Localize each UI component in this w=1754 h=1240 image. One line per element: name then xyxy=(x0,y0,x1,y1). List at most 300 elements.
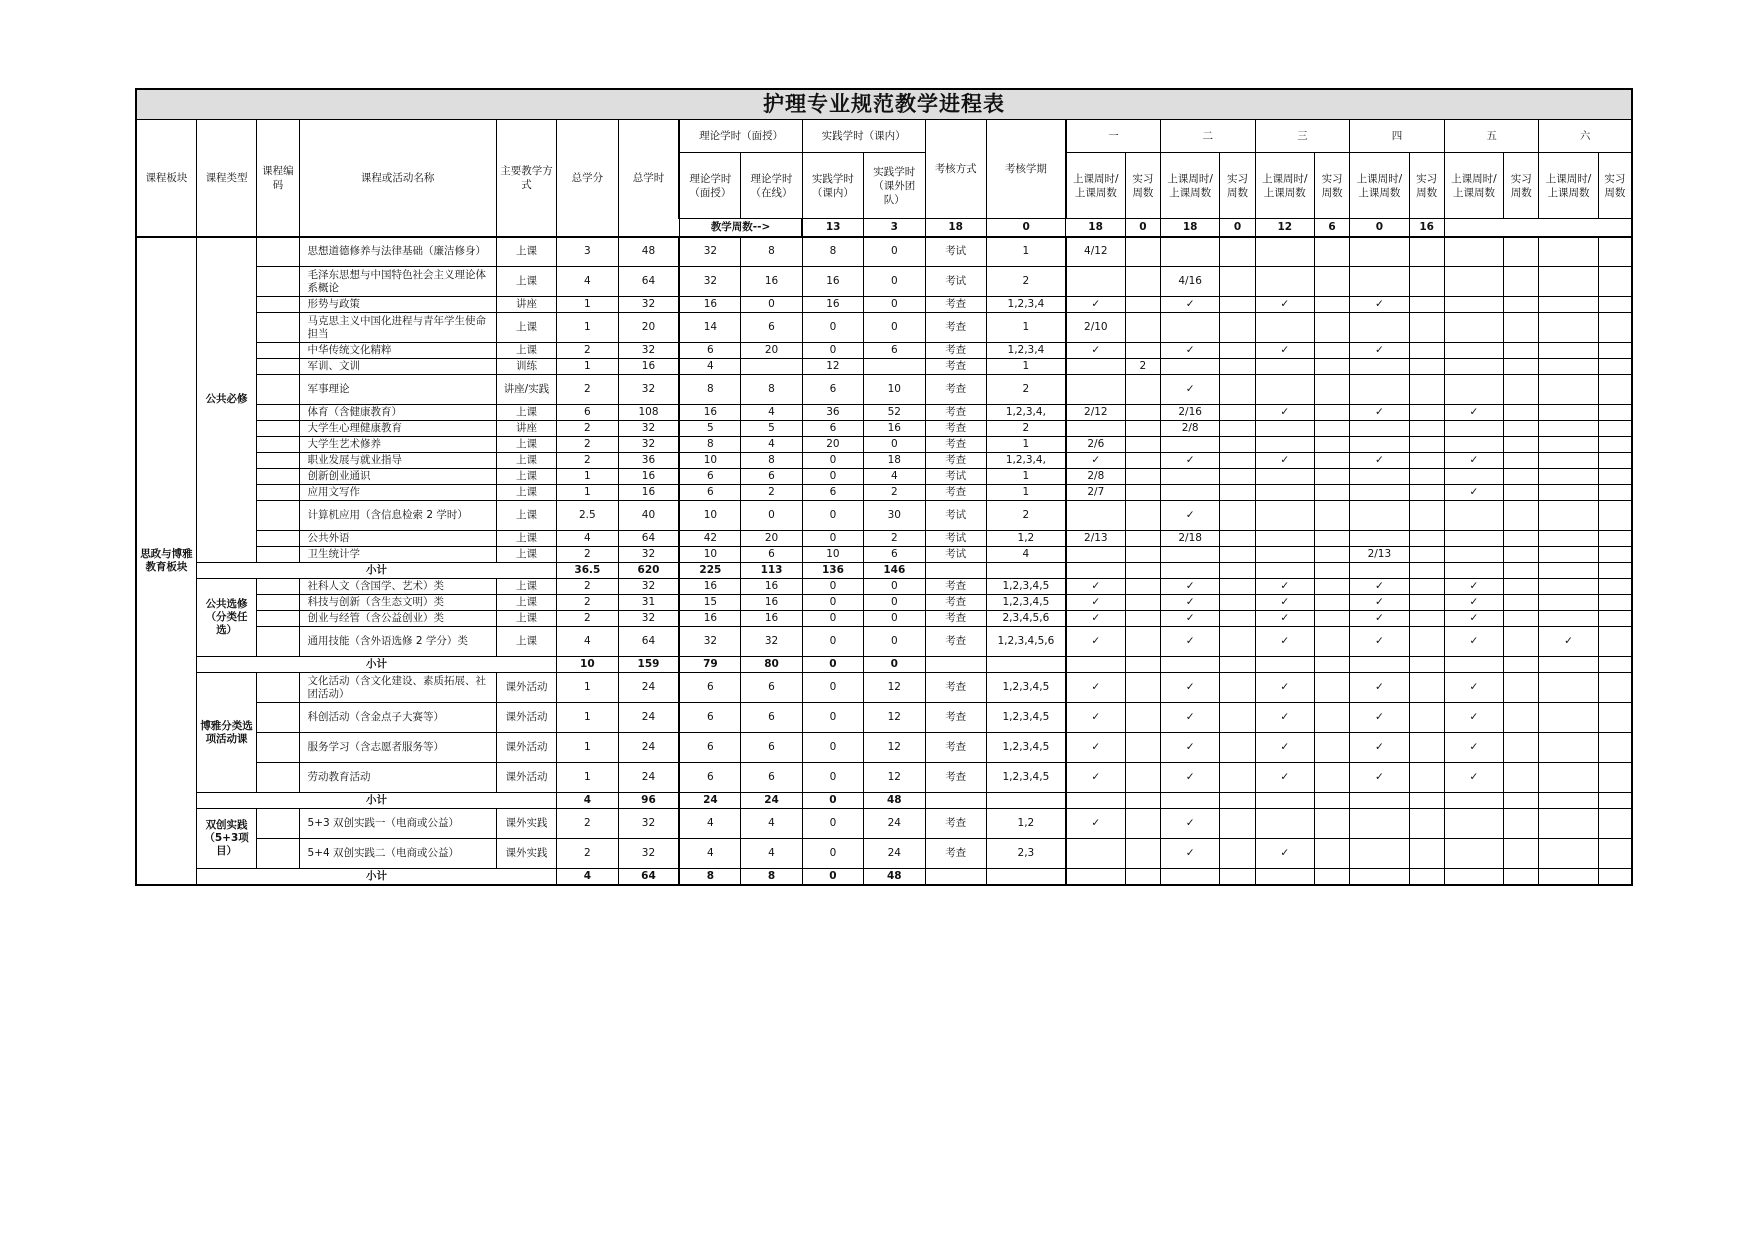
course-name: 服务学习（含志愿者服务等） xyxy=(299,733,496,763)
semester-cell xyxy=(1444,869,1503,885)
practice-in-hours: 8 xyxy=(802,237,863,267)
course-name: 通用技能（含外语选修 2 学分）类 xyxy=(299,627,496,657)
table-row xyxy=(136,343,1632,359)
header-class-weeks: 上课周时/上课周数 xyxy=(1350,153,1409,219)
table-row xyxy=(136,763,1632,793)
course-type-cell: 公共选修（分类任选） xyxy=(196,579,256,657)
teaching-method: 上课 xyxy=(496,547,556,563)
teaching-method: 上课 xyxy=(496,579,556,595)
theory-face-hours: 10 xyxy=(679,501,740,531)
subtotal-theory-online: 24 xyxy=(741,793,802,809)
semester-cell: ✓ xyxy=(1066,733,1125,763)
exam-term: 1,2,3,4,5 xyxy=(986,595,1066,611)
semester-cell xyxy=(1160,313,1219,343)
semester-cell xyxy=(1539,437,1598,453)
course-code xyxy=(257,839,299,869)
week-count: 18 xyxy=(1160,219,1219,237)
semester-cell: ✓ xyxy=(1350,343,1409,359)
course-name: 文化活动（含文化建设、素质拓展、社团活动） xyxy=(299,673,496,703)
subtotal-row xyxy=(136,793,1632,809)
semester-cell xyxy=(1350,793,1409,809)
semester-cell: ✓ xyxy=(1160,343,1219,359)
subtotal-hours: 64 xyxy=(618,869,679,885)
theory-online-hours: 4 xyxy=(741,809,802,839)
semester-cell xyxy=(1220,809,1255,839)
exam-method: 考查 xyxy=(925,703,986,733)
semester-cell xyxy=(1598,267,1632,297)
practice-in-hours: 0 xyxy=(802,673,863,703)
semester-cell xyxy=(1444,501,1503,531)
semester-cell xyxy=(1539,469,1598,485)
table-row xyxy=(136,297,1632,313)
semester-cell xyxy=(1125,763,1160,793)
table-row xyxy=(136,453,1632,469)
course-type-cell: 公共必修 xyxy=(196,237,256,563)
semester-cell xyxy=(1220,531,1255,547)
course-name: 军训、文训 xyxy=(299,359,496,375)
semester-cell xyxy=(1255,267,1314,297)
exam-method: 考试 xyxy=(925,469,986,485)
subtotal-exam-term xyxy=(986,793,1066,809)
semester-cell xyxy=(1409,485,1444,501)
semester-cell xyxy=(1598,809,1632,839)
practice-out-hours: 0 xyxy=(864,579,925,595)
credits: 1 xyxy=(557,485,618,501)
theory-face-hours: 16 xyxy=(679,297,740,313)
semester-cell xyxy=(1409,531,1444,547)
table-row xyxy=(136,579,1632,595)
theory-face-hours: 6 xyxy=(679,733,740,763)
theory-face-hours: 16 xyxy=(679,405,740,421)
theory-online-hours: 16 xyxy=(741,595,802,611)
table-row xyxy=(136,611,1632,627)
total-hours: 48 xyxy=(618,237,679,267)
exam-method: 考查 xyxy=(925,421,986,437)
exam-term: 1,2,3,4,5 xyxy=(986,703,1066,733)
semester-cell xyxy=(1066,793,1125,809)
semester-cell xyxy=(1598,453,1632,469)
semester-cell xyxy=(1539,703,1598,733)
subtotal-theory-online: 8 xyxy=(741,869,802,885)
semester-cell: ✓ xyxy=(1160,453,1219,469)
semester-cell xyxy=(1350,359,1409,375)
credits: 2 xyxy=(557,375,618,405)
practice-out-hours: 0 xyxy=(864,313,925,343)
semester-cell xyxy=(1444,267,1503,297)
total-hours: 36 xyxy=(618,453,679,469)
semester-cell xyxy=(1220,237,1255,267)
semester-cell xyxy=(1504,313,1539,343)
semester-cell: ✓ xyxy=(1255,343,1314,359)
course-name: 公共外语 xyxy=(299,531,496,547)
semester-cell xyxy=(1350,657,1409,673)
semester-cell xyxy=(1125,793,1160,809)
semester-cell xyxy=(1314,763,1349,793)
semester-cell xyxy=(1220,627,1255,657)
semester-cell xyxy=(1066,375,1125,405)
exam-term: 1,2 xyxy=(986,809,1066,839)
course-name: 科创活动（含金点子大赛等） xyxy=(299,703,496,733)
exam-method: 考查 xyxy=(925,485,986,501)
header-intern-weeks: 实习周数 xyxy=(1125,153,1160,219)
semester-cell xyxy=(1598,839,1632,869)
semester-cell xyxy=(1598,563,1632,579)
practice-out-hours: 10 xyxy=(864,375,925,405)
course-name: 体育（含健康教育） xyxy=(299,405,496,421)
semester-cell xyxy=(1409,657,1444,673)
semester-cell xyxy=(1598,359,1632,375)
semester-cell xyxy=(1598,763,1632,793)
semester-cell xyxy=(1539,359,1598,375)
semester-cell xyxy=(1125,869,1160,885)
teaching-method: 上课 xyxy=(496,531,556,547)
semester-cell: ✓ xyxy=(1066,343,1125,359)
semester-cell: ✓ xyxy=(1255,595,1314,611)
subtotal-exam-term xyxy=(986,657,1066,673)
table-row xyxy=(136,437,1632,453)
exam-method: 考查 xyxy=(925,763,986,793)
week-count: 3 xyxy=(864,219,925,237)
subtotal-theory-online: 80 xyxy=(741,657,802,673)
practice-in-hours: 16 xyxy=(802,297,863,313)
course-code xyxy=(257,359,299,375)
teaching-method: 课外活动 xyxy=(496,703,556,733)
semester-cell xyxy=(1220,453,1255,469)
semester-cell xyxy=(1504,343,1539,359)
theory-online-hours: 8 xyxy=(741,237,802,267)
semester-cell: ✓ xyxy=(1066,611,1125,627)
semester-cell xyxy=(1125,421,1160,437)
semester-cell xyxy=(1409,869,1444,885)
course-code xyxy=(257,501,299,531)
semester-cell: ✓ xyxy=(1350,611,1409,627)
semester-cell: ✓ xyxy=(1539,627,1598,657)
course-name: 卫生统计学 xyxy=(299,547,496,563)
semester-cell xyxy=(1350,809,1409,839)
subtotal-hours: 620 xyxy=(618,563,679,579)
week-count: 18 xyxy=(1066,219,1125,237)
semester-cell xyxy=(1125,627,1160,657)
week-count: 6 xyxy=(1314,219,1349,237)
exam-method: 考查 xyxy=(925,453,986,469)
semester-cell: ✓ xyxy=(1350,733,1409,763)
subtotal-exam-term xyxy=(986,563,1066,579)
subtotal-practice-out: 0 xyxy=(864,657,925,673)
semester-cell xyxy=(1504,809,1539,839)
semester-cell xyxy=(1255,359,1314,375)
semester-cell xyxy=(1125,703,1160,733)
exam-method: 考试 xyxy=(925,501,986,531)
credits: 1 xyxy=(557,703,618,733)
semester-cell xyxy=(1160,657,1219,673)
semester-cell xyxy=(1125,485,1160,501)
semester-cell: 4/16 xyxy=(1160,267,1219,297)
theory-face-hours: 6 xyxy=(679,343,740,359)
course-code xyxy=(257,547,299,563)
practice-in-hours: 20 xyxy=(802,437,863,453)
course-code xyxy=(257,703,299,733)
subtotal-credits: 4 xyxy=(557,793,618,809)
semester-cell: ✓ xyxy=(1255,673,1314,703)
teaching-method: 课外实践 xyxy=(496,839,556,869)
teaching-method: 讲座 xyxy=(496,297,556,313)
practice-in-hours: 12 xyxy=(802,359,863,375)
semester-cell xyxy=(1598,733,1632,763)
semester-cell: 2/6 xyxy=(1066,437,1125,453)
semester-cell xyxy=(1539,839,1598,869)
semester-cell: ✓ xyxy=(1066,453,1125,469)
subtotal-hours: 159 xyxy=(618,657,679,673)
semester-cell xyxy=(1409,375,1444,405)
semester-cell: ✓ xyxy=(1255,763,1314,793)
practice-out-hours: 12 xyxy=(864,703,925,733)
practice-in-hours: 36 xyxy=(802,405,863,421)
semester-cell xyxy=(1598,579,1632,595)
semester-cell xyxy=(1220,375,1255,405)
teaching-method: 训练 xyxy=(496,359,556,375)
theory-face-hours: 4 xyxy=(679,359,740,375)
subtotal-row xyxy=(136,657,1632,673)
exam-method: 考查 xyxy=(925,627,986,657)
exam-term: 1,2 xyxy=(986,531,1066,547)
semester-cell: 2/12 xyxy=(1066,405,1125,421)
semester-cell xyxy=(1504,405,1539,421)
total-hours: 20 xyxy=(618,313,679,343)
course-code xyxy=(257,469,299,485)
semester-cell xyxy=(1409,839,1444,869)
semester-cell xyxy=(1220,485,1255,501)
semester-cell xyxy=(1350,237,1409,267)
semester-cell xyxy=(1220,469,1255,485)
header-intern-weeks: 实习周数 xyxy=(1504,153,1539,219)
semester-cell xyxy=(1314,839,1349,869)
semester-cell xyxy=(1539,809,1598,839)
teaching-method: 课外活动 xyxy=(496,763,556,793)
semester-cell xyxy=(1409,627,1444,657)
theory-face-hours: 6 xyxy=(679,485,740,501)
semester-cell: ✓ xyxy=(1255,453,1314,469)
teaching-method: 上课 xyxy=(496,453,556,469)
credits: 2 xyxy=(557,547,618,563)
semester-cell xyxy=(1539,547,1598,563)
subtotal-exam-method xyxy=(925,563,986,579)
semester-cell xyxy=(1539,563,1598,579)
header-semester-3: 三 xyxy=(1255,120,1350,153)
semester-cell xyxy=(1350,839,1409,869)
semester-cell xyxy=(1066,421,1125,437)
semester-cell xyxy=(1539,501,1598,531)
theory-online-hours: 4 xyxy=(741,405,802,421)
practice-out-hours: 24 xyxy=(864,809,925,839)
theory-face-hours: 8 xyxy=(679,437,740,453)
semester-cell xyxy=(1220,547,1255,563)
semester-cell xyxy=(1314,595,1349,611)
course-code xyxy=(257,453,299,469)
practice-in-hours: 6 xyxy=(802,485,863,501)
semester-cell xyxy=(1504,469,1539,485)
exam-term: 1 xyxy=(986,485,1066,501)
total-hours: 32 xyxy=(618,809,679,839)
semester-cell xyxy=(1539,405,1598,421)
semester-cell xyxy=(1314,869,1349,885)
semester-cell xyxy=(1539,657,1598,673)
semester-cell: ✓ xyxy=(1350,703,1409,733)
credits: 3 xyxy=(557,237,618,267)
semester-cell xyxy=(1066,657,1125,673)
semester-cell xyxy=(1220,793,1255,809)
total-hours: 24 xyxy=(618,763,679,793)
semester-cell xyxy=(1598,531,1632,547)
semester-cell xyxy=(1598,405,1632,421)
semester-cell xyxy=(1409,809,1444,839)
total-hours: 24 xyxy=(618,673,679,703)
course-name: 社科人文（含国学、艺术）类 xyxy=(299,579,496,595)
course-code xyxy=(257,237,299,267)
semester-cell xyxy=(1409,313,1444,343)
semester-cell xyxy=(1409,267,1444,297)
total-hours: 16 xyxy=(618,485,679,501)
semester-cell xyxy=(1314,793,1349,809)
semester-cell: ✓ xyxy=(1444,595,1503,611)
semester-cell xyxy=(1504,375,1539,405)
semester-cell: ✓ xyxy=(1066,703,1125,733)
credits: 2 xyxy=(557,611,618,627)
semester-cell xyxy=(1504,485,1539,501)
semester-cell: ✓ xyxy=(1350,763,1409,793)
semester-cell xyxy=(1255,501,1314,531)
total-hours: 64 xyxy=(618,627,679,657)
table-row xyxy=(136,421,1632,437)
header-class-weeks: 上课周时/上课周数 xyxy=(1255,153,1314,219)
table-row xyxy=(136,595,1632,611)
subtotal-practice-in: 0 xyxy=(802,793,863,809)
semester-cell xyxy=(1314,485,1349,501)
semester-cell: 2/7 xyxy=(1066,485,1125,501)
header-credits: 总学分 xyxy=(557,120,618,237)
header-hours: 总学时 xyxy=(618,120,679,237)
theory-online-hours: 8 xyxy=(741,375,802,405)
total-hours: 64 xyxy=(618,267,679,297)
semester-cell: ✓ xyxy=(1066,627,1125,657)
semester-cell xyxy=(1409,437,1444,453)
semester-cell: ✓ xyxy=(1350,595,1409,611)
semester-cell xyxy=(1220,579,1255,595)
semester-cell xyxy=(1598,611,1632,627)
semester-cell xyxy=(1409,611,1444,627)
semester-cell: ✓ xyxy=(1444,405,1503,421)
semester-cell xyxy=(1314,375,1349,405)
semester-cell xyxy=(1314,627,1349,657)
semester-cell: ✓ xyxy=(1255,703,1314,733)
course-code xyxy=(257,809,299,839)
semester-cell: ✓ xyxy=(1160,763,1219,793)
semester-cell: ✓ xyxy=(1066,673,1125,703)
credits: 2 xyxy=(557,343,618,359)
header-practice-out: 实践学时（课外团队） xyxy=(864,153,925,219)
course-code xyxy=(257,485,299,501)
semester-cell xyxy=(1444,237,1503,267)
course-name: 大学生心理健康教育 xyxy=(299,421,496,437)
course-code xyxy=(257,297,299,313)
course-code xyxy=(257,405,299,421)
subtotal-credits: 10 xyxy=(557,657,618,673)
theory-online-hours: 5 xyxy=(741,421,802,437)
semester-cell: ✓ xyxy=(1160,611,1219,627)
semester-cell xyxy=(1066,839,1125,869)
course-type-cell: 双创实践（5+3项目） xyxy=(196,809,256,869)
semester-cell xyxy=(1314,421,1349,437)
practice-in-hours: 0 xyxy=(802,763,863,793)
semester-cell xyxy=(1539,237,1598,267)
subtotal-credits: 36.5 xyxy=(557,563,618,579)
semester-cell xyxy=(1220,595,1255,611)
semester-cell xyxy=(1444,359,1503,375)
credits: 2 xyxy=(557,595,618,611)
theory-online-hours: 0 xyxy=(741,501,802,531)
module-cell: 思政与博雅教育板块 xyxy=(136,237,196,885)
semester-cell xyxy=(1220,437,1255,453)
semester-cell xyxy=(1504,437,1539,453)
theory-online-hours: 20 xyxy=(741,531,802,547)
semester-cell xyxy=(1409,453,1444,469)
subtotal-exam-term xyxy=(986,869,1066,885)
semester-cell xyxy=(1598,421,1632,437)
semester-cell xyxy=(1314,611,1349,627)
header-semester-5: 五 xyxy=(1444,120,1539,153)
practice-in-hours: 0 xyxy=(802,531,863,547)
semester-cell xyxy=(1220,763,1255,793)
subtotal-theory-face: 79 xyxy=(679,657,740,673)
theory-online-hours: 6 xyxy=(741,313,802,343)
semester-cell: ✓ xyxy=(1160,595,1219,611)
semester-cell xyxy=(1314,547,1349,563)
semester-cell: ✓ xyxy=(1444,673,1503,703)
theory-online-hours: 16 xyxy=(741,267,802,297)
semester-cell: ✓ xyxy=(1444,733,1503,763)
semester-cell xyxy=(1314,501,1349,531)
credits: 2 xyxy=(557,437,618,453)
practice-in-hours: 0 xyxy=(802,313,863,343)
practice-out-hours: 0 xyxy=(864,297,925,313)
semester-cell xyxy=(1444,809,1503,839)
course-code xyxy=(257,763,299,793)
semester-cell xyxy=(1314,531,1349,547)
practice-in-hours: 0 xyxy=(802,703,863,733)
semester-cell xyxy=(1160,359,1219,375)
exam-term: 1 xyxy=(986,359,1066,375)
exam-method: 考查 xyxy=(925,343,986,359)
semester-cell xyxy=(1504,359,1539,375)
semester-cell: ✓ xyxy=(1444,453,1503,469)
course-code xyxy=(257,611,299,627)
exam-method: 考查 xyxy=(925,733,986,763)
table-row xyxy=(136,313,1632,343)
practice-out-hours: 2 xyxy=(864,485,925,501)
subtotal-exam-method xyxy=(925,793,986,809)
semester-cell xyxy=(1409,579,1444,595)
semester-cell xyxy=(1220,673,1255,703)
semester-cell xyxy=(1125,453,1160,469)
credits: 2 xyxy=(557,839,618,869)
credits: 4 xyxy=(557,531,618,547)
theory-face-hours: 8 xyxy=(679,375,740,405)
semester-cell: ✓ xyxy=(1350,297,1409,313)
semester-cell xyxy=(1598,547,1632,563)
course-name: 劳动教育活动 xyxy=(299,763,496,793)
table-row xyxy=(136,839,1632,869)
theory-face-hours: 16 xyxy=(679,579,740,595)
semester-cell xyxy=(1125,531,1160,547)
